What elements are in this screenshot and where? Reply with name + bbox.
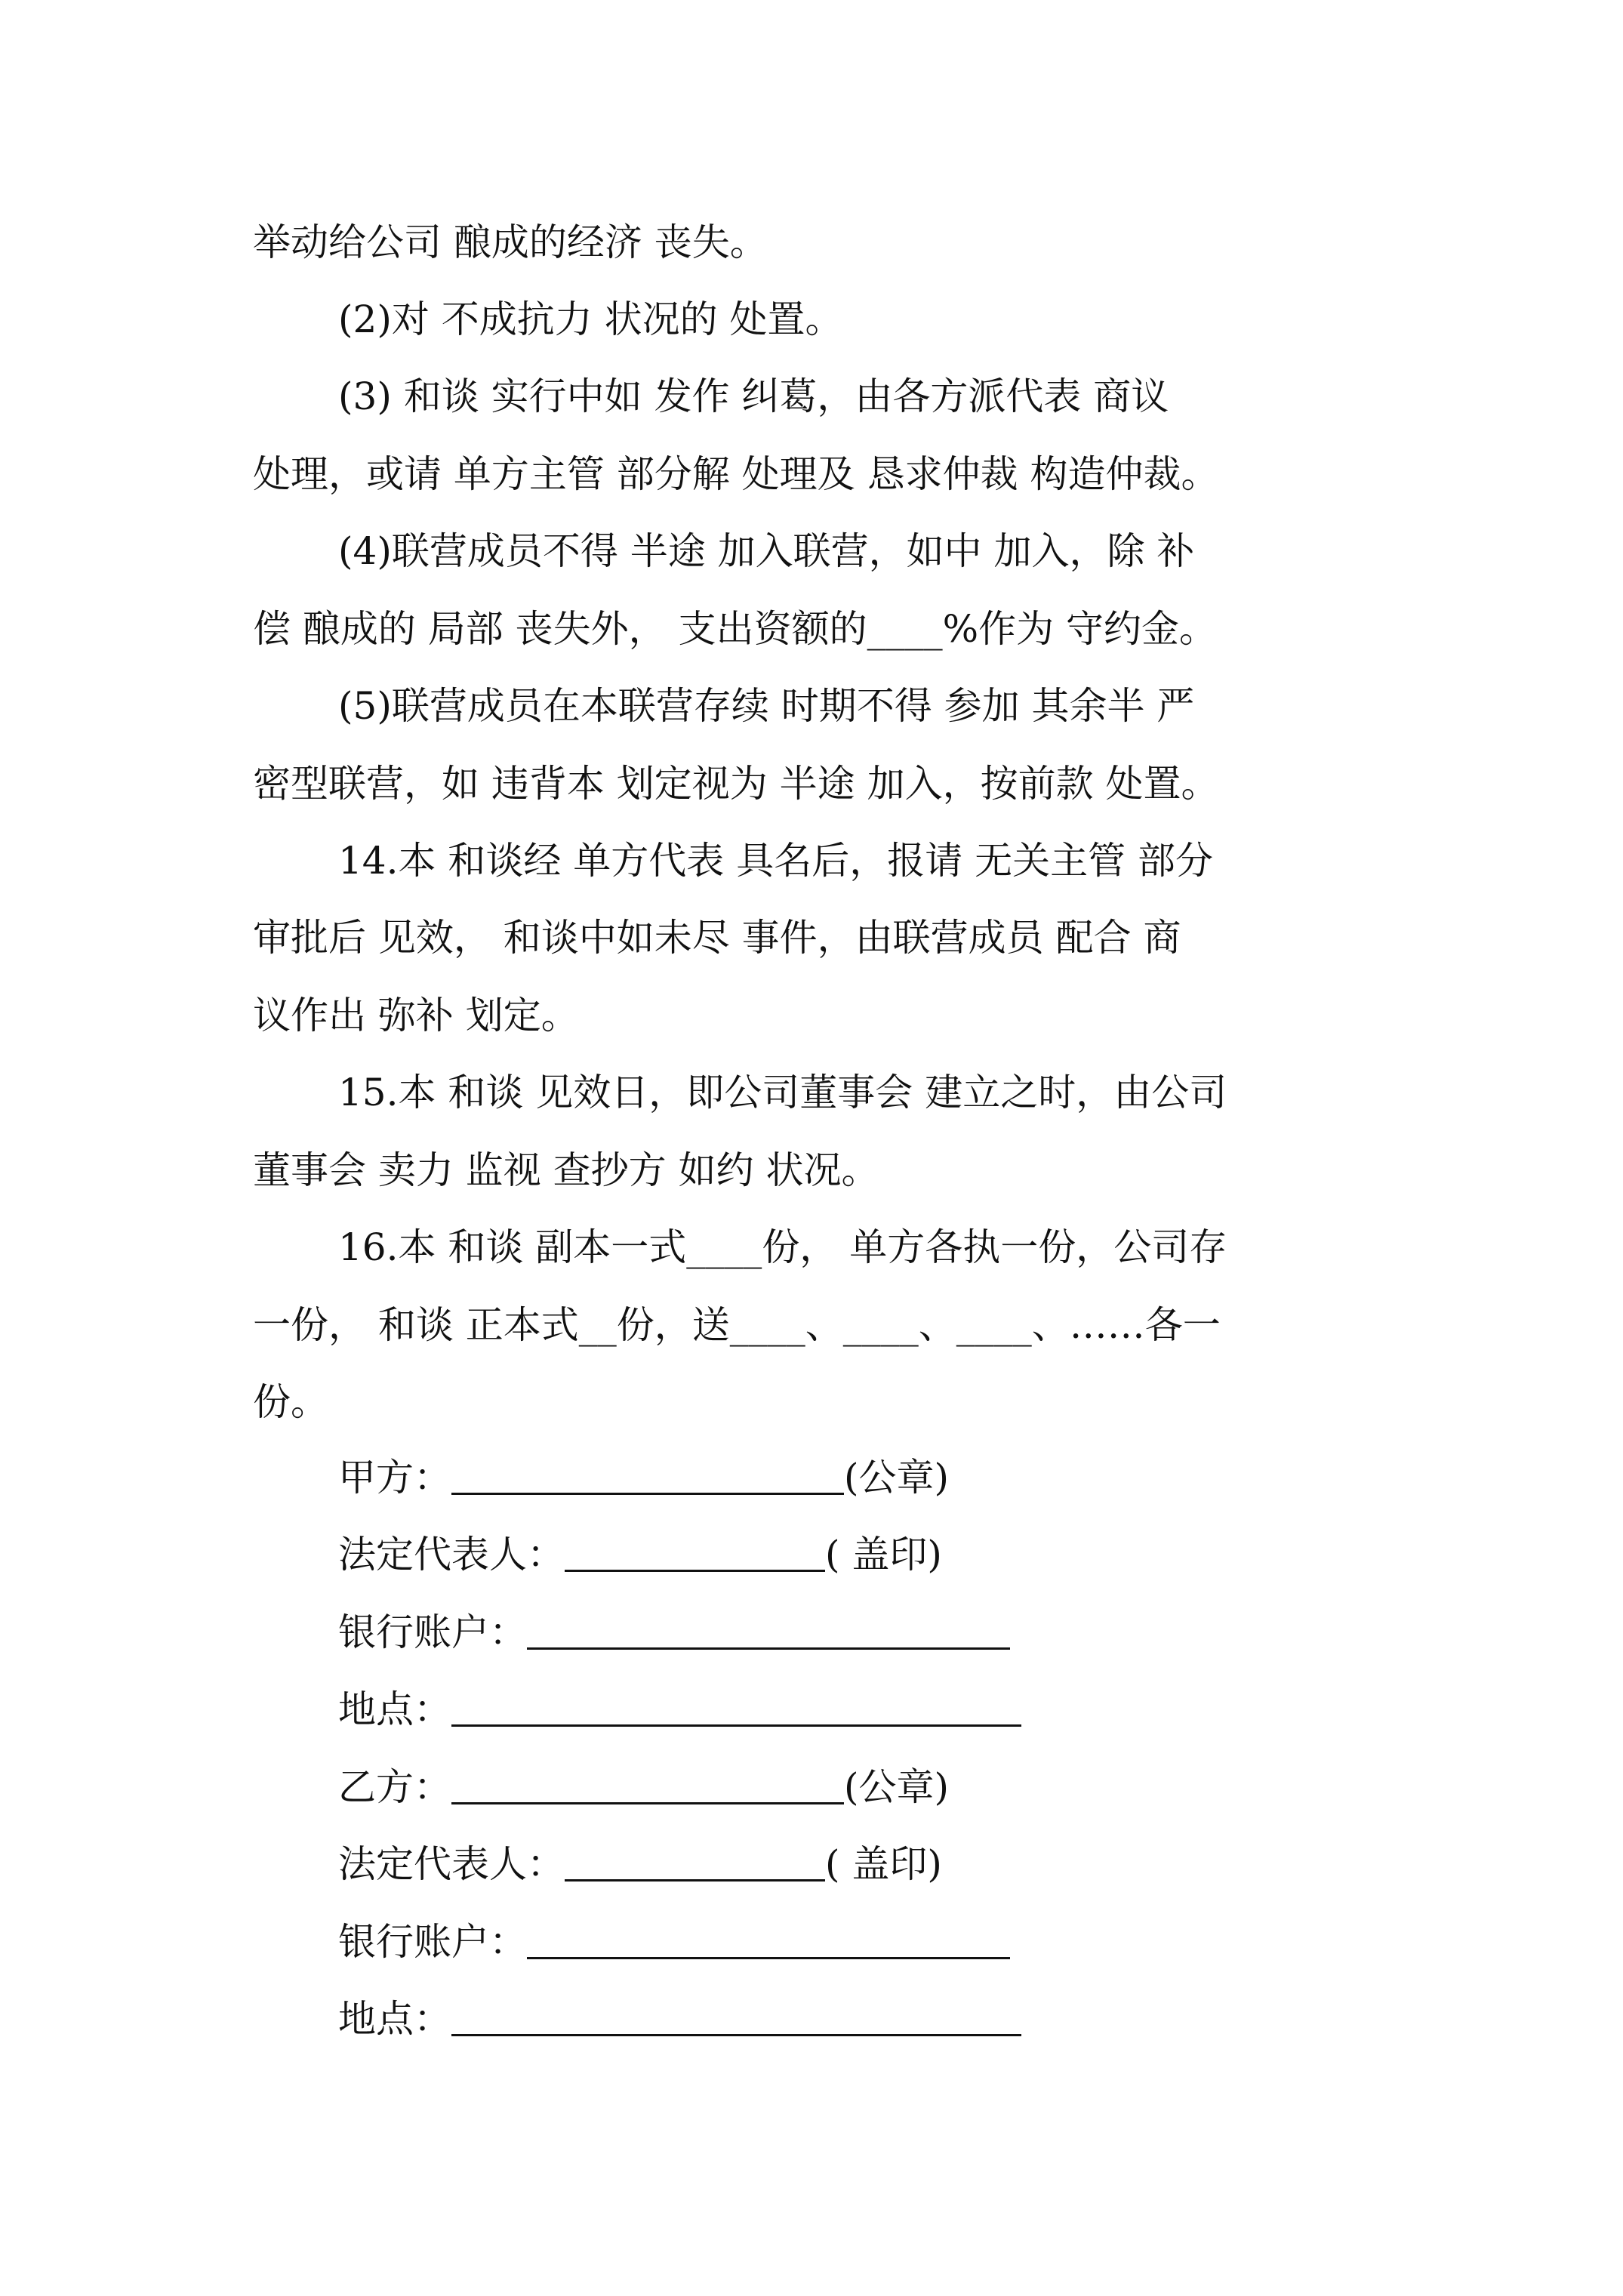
party-b-name-blank bbox=[451, 1766, 844, 1804]
body-line: (5)联营成员在本联营存续 时期不得 参加 其余半 严 bbox=[338, 684, 1195, 728]
party-b-bank-line bbox=[338, 1915, 1010, 1968]
party-a-bank-blank bbox=[527, 1611, 1010, 1650]
party-a-bank-line bbox=[338, 1606, 1010, 1659]
party-b-seal-note: (公章) bbox=[844, 1765, 950, 1809]
body-line: 审批后 见效， 和谈中如未尽 事件，由联营成员 配合 商 bbox=[253, 916, 1181, 960]
party-a-bank-label: 银行账户： bbox=[338, 1610, 527, 1654]
party-a-address-blank bbox=[451, 1688, 1021, 1727]
party-a-rep-blank bbox=[565, 1533, 825, 1572]
party-b-rep-label: 法定代表人： bbox=[338, 1842, 565, 1886]
body-line: 密型联营，如 违背本 划定视为 半途 加入，按前款 处置。 bbox=[253, 762, 1219, 806]
body-line: (3) 和谈 实行中如 发作 纠葛，由各方派代表 商议 bbox=[338, 374, 1169, 418]
body-line: 14.本 和谈经 单方代表 具名后，报请 无关主管 部分 bbox=[338, 839, 1213, 883]
party-b-name-label: 乙方： bbox=[338, 1765, 451, 1809]
party-b-address-blank bbox=[451, 1998, 1021, 2036]
body-line: 处理，或请 单方主管 部分解 处理及 恳求仲裁 构造仲裁。 bbox=[253, 452, 1219, 496]
party-b-rep-blank bbox=[565, 1843, 825, 1881]
party-b-representative-line bbox=[338, 1838, 942, 1891]
body-line: 15.本 和谈 见效日，即公司董事会 建立之时，由公司 bbox=[338, 1071, 1227, 1114]
party-a-name-line bbox=[338, 1451, 949, 1504]
body-line: 举动给公司 酿成的经济 丧失。 bbox=[253, 220, 768, 264]
body-line: 董事会 卖力 监视 查抄方 如约 状况。 bbox=[253, 1148, 879, 1192]
body-line: 偿 酿成的 局部 丧失外， 支出资额的____%作为 守约金。 bbox=[253, 607, 1217, 651]
body-line: (2)对 不成抗力 状况的 处置。 bbox=[338, 297, 843, 341]
party-a-address-label: 地点： bbox=[338, 1687, 451, 1731]
party-a-name-label: 甲方： bbox=[338, 1456, 451, 1499]
body-line: 份。 bbox=[253, 1380, 328, 1424]
party-a-address-line bbox=[338, 1683, 1021, 1736]
party-a-representative-line bbox=[338, 1528, 942, 1581]
party-b-rep-note: ( 盖印) bbox=[825, 1842, 942, 1886]
party-a-seal-note: (公章) bbox=[844, 1456, 950, 1499]
party-a-rep-note: ( 盖印) bbox=[825, 1533, 942, 1576]
party-a-name-blank bbox=[451, 1456, 844, 1495]
party-b-bank-label: 银行账户： bbox=[338, 1920, 527, 1964]
body-line: 一份， 和谈 正本式__份，送____、____、____、……各一 bbox=[253, 1303, 1221, 1347]
party-b-bank-blank bbox=[527, 1921, 1010, 1959]
body-line: 16.本 和谈 副本一式____份， 单方各执一份，公司存 bbox=[338, 1225, 1227, 1269]
party-b-name-line bbox=[338, 1761, 949, 1814]
party-a-rep-label: 法定代表人： bbox=[338, 1533, 565, 1576]
body-line: (4)联营成员不得 半途 加入联营，如中 加入，除 补 bbox=[338, 529, 1195, 573]
party-b-address-line bbox=[338, 1992, 1021, 2045]
party-b-address-label: 地点： bbox=[338, 1997, 451, 2041]
body-line: 议作出 弥补 划定。 bbox=[253, 994, 579, 1037]
